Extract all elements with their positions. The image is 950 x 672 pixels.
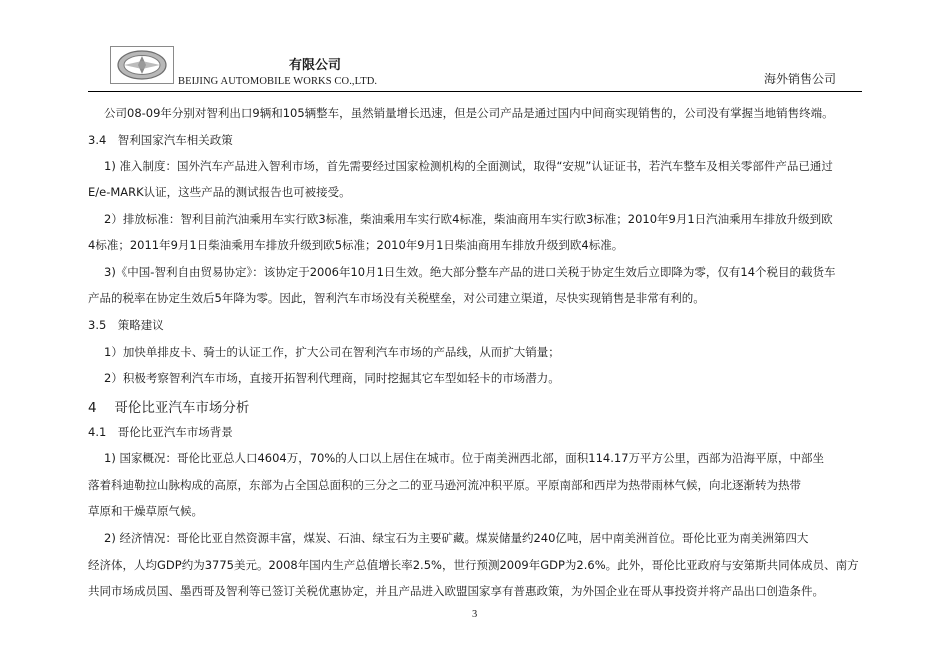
chapter-heading: 4 哥伦比亚汽车市场分析 <box>88 400 250 416</box>
paragraph-line: 1) 准入制度：国外汽车产品进入智利市场，首先需要经过国家检测机构的全面测试，取得“安规”认证证书，若汽车整车及相关零部件产品已通过 <box>104 159 833 173</box>
paragraph-line: 2）排放标准：智利目前汽油乘用车实行欧3标准，柴油乘用车实行欧4标准，柴油商用车实行欧3标准；2010年9月1日汽油乘用车排放升级到欧 <box>104 212 833 226</box>
paragraph-line: 共同市场成员国、墨西哥及智利等已签订关税优惠协定，并且产品进入欧盟国家享有普惠政策，为外国企业在哥从事投资并将产品出口创造条件。 <box>88 584 824 598</box>
company-logo <box>110 46 174 84</box>
paragraph-line: 2）积极考察智利汽车市场，直接开拓智利代理商，同时挖掘其它车型如轻卡的市场潜力。 <box>104 371 560 385</box>
paragraph-line: 落着科迪勒拉山脉构成的高原，东部为占全国总面积的三分之二的亚马逊河流冲积平原。平原南部和西岸为热带雨林气候，向北逐渐转为热带 <box>88 478 801 492</box>
paragraph-line: 4标准；2011年9月1日柴油乘用车排放升级到欧5标准；2010年9月1日柴油商用车排放升级到欧4标准。 <box>88 238 624 252</box>
company-name-cn: 有限公司 <box>289 58 342 73</box>
section-heading: 3.5 策略建议 <box>88 318 164 332</box>
section-heading: 4.1 哥伦比亚汽车市场背景 <box>88 425 233 439</box>
paragraph-line: 草原和干燥草原气候。 <box>88 504 203 518</box>
paragraph-line: E/e-MARK认证，这些产品的测试报告也可被接受。 <box>88 185 351 199</box>
page-number: 3 <box>472 609 478 620</box>
department-label: 海外销售公司 <box>764 72 837 86</box>
paragraph-line: 产品的税率在协定生效后5年降为零。因此，智利汽车市场没有关税壁垒，对公司建立渠道，尽快实现销售是非常有利的。 <box>88 291 705 305</box>
baic-logo-icon <box>111 47 173 83</box>
paragraph-line: 1) 国家概况：哥伦比亚总人口4604万，70%的人口以上居住在城市。位于南美洲西北部，面积114.17万平方公里，西部为沿海平原，中部坐 <box>104 451 825 465</box>
company-name-en: BEIJING AUTOMOBILE WORKS CO.,LTD. <box>178 76 378 87</box>
paragraph-line: 公司08-09年分别对智利出口9辆和105辆整车，虽然销量增长迅速，但是公司产品是通过国内中间商实现销售的，公司没有掌握当地销售终端。 <box>104 106 834 120</box>
section-heading: 3.4 智利国家汽车相关政策 <box>88 133 233 147</box>
paragraph-line: 1）加快单排皮卡、骑士的认证工作，扩大公司在智利汽车市场的产品线，从而扩大销量； <box>104 345 560 359</box>
header-divider <box>88 91 862 92</box>
paragraph-line: 3)《中国-智利自由贸易协定》：该协定于2006年10月1日生效。绝大部分整车产品的进口关税于协定生效后立即降为零，仅有14个税目的载货车 <box>104 265 836 279</box>
paragraph-line: 经济体，人均GDP约为3775美元。2008年国内生产总值增长率2.5%，世行预测2009年GDP为2.6%。此外，哥伦比亚政府与安第斯共同体成员、南方 <box>88 558 859 572</box>
paragraph-line: 2) 经济情况：哥伦比亚自然资源丰富，煤炭、石油、绿宝石为主要矿藏。煤炭储量约240亿吨，居中南美洲首位。哥伦比亚为南美洲第四大 <box>104 531 809 545</box>
